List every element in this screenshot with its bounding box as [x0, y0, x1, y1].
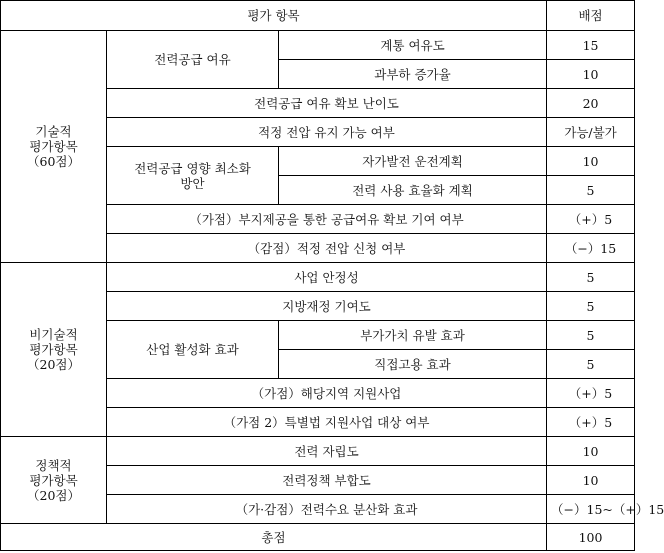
item-label: 전력공급 여유 확보 난이도 [107, 89, 547, 118]
item-score: 10 [547, 147, 635, 176]
subgroup-impact-minimization [107, 147, 279, 205]
item-label: 과부하 증가율 [279, 60, 547, 89]
item-score: 10 [547, 437, 635, 466]
item-label: 적정 전압 유지 가능 여부 [107, 118, 547, 147]
item-score: （+）5 [547, 379, 635, 408]
item-label: 전력 사용 효율화 계획 [279, 176, 547, 205]
item-score: 5 [547, 263, 635, 292]
group-name-non-technical [1, 263, 107, 437]
item-label: （가점 2）특별법 지원사업 대상 여부 [107, 408, 547, 437]
subgroup-industry-activation: 산업 활성화 효과 [107, 321, 279, 379]
item-score: 15 [547, 31, 635, 60]
item-label: 계통 여유도 [279, 31, 547, 60]
subgroup-text: 전력공급 영향 최소화 방안 [134, 160, 251, 191]
table-row [1, 437, 635, 466]
group-name-text: 정책적 평가항목 （20점） [27, 457, 80, 503]
item-score: （+）5 [547, 408, 635, 437]
item-score: 5 [547, 292, 635, 321]
item-score: 5 [547, 350, 635, 379]
item-label: 직접고용 효과 [279, 350, 547, 379]
item-score: 20 [547, 89, 635, 118]
subgroup-power-supply-margin: 전력공급 여유 [107, 31, 279, 89]
item-score: 10 [547, 466, 635, 495]
item-score: 10 [547, 60, 635, 89]
group-name-technical [1, 31, 107, 263]
header-score-label: 배점 [547, 1, 635, 31]
total-row [1, 524, 635, 551]
item-label: （가점）부지제공을 통한 공급여유 확보 기여 여부 [107, 205, 547, 234]
item-label: 전력 자립도 [107, 437, 547, 466]
item-score: （−）15 [547, 234, 635, 263]
item-label: （가·감점）전력수요 분산화 효과 [107, 495, 547, 524]
item-label: 전력정책 부합도 [107, 466, 547, 495]
item-label: （가점）해당지역 지원사업 [107, 379, 547, 408]
item-label: 자가발전 운전계획 [279, 147, 547, 176]
table-row [1, 263, 635, 292]
group-name-policy [1, 437, 107, 524]
item-score: 5 [547, 176, 635, 205]
header-item-label: 평가 항목 [1, 1, 547, 31]
table-row [1, 31, 635, 60]
item-label: （감점）적정 전압 신청 여부 [107, 234, 547, 263]
header-row [1, 1, 635, 31]
item-label: 사업 안정성 [107, 263, 547, 292]
total-label: 총점 [1, 524, 547, 551]
item-label: 지방재정 기여도 [107, 292, 547, 321]
item-score: 5 [547, 321, 635, 350]
group-name-text: 기술적 평가항목 （60점） [27, 124, 80, 169]
group-name-text: 비기술적 평가항목 （20점） [27, 327, 80, 372]
item-score: （+）5 [547, 205, 635, 234]
item-score: 가능/불가 [547, 118, 635, 147]
item-score: （−）15~（+）15 [547, 495, 635, 524]
item-label: 부가가치 유발 효과 [279, 321, 547, 350]
total-score: 100 [547, 524, 635, 551]
